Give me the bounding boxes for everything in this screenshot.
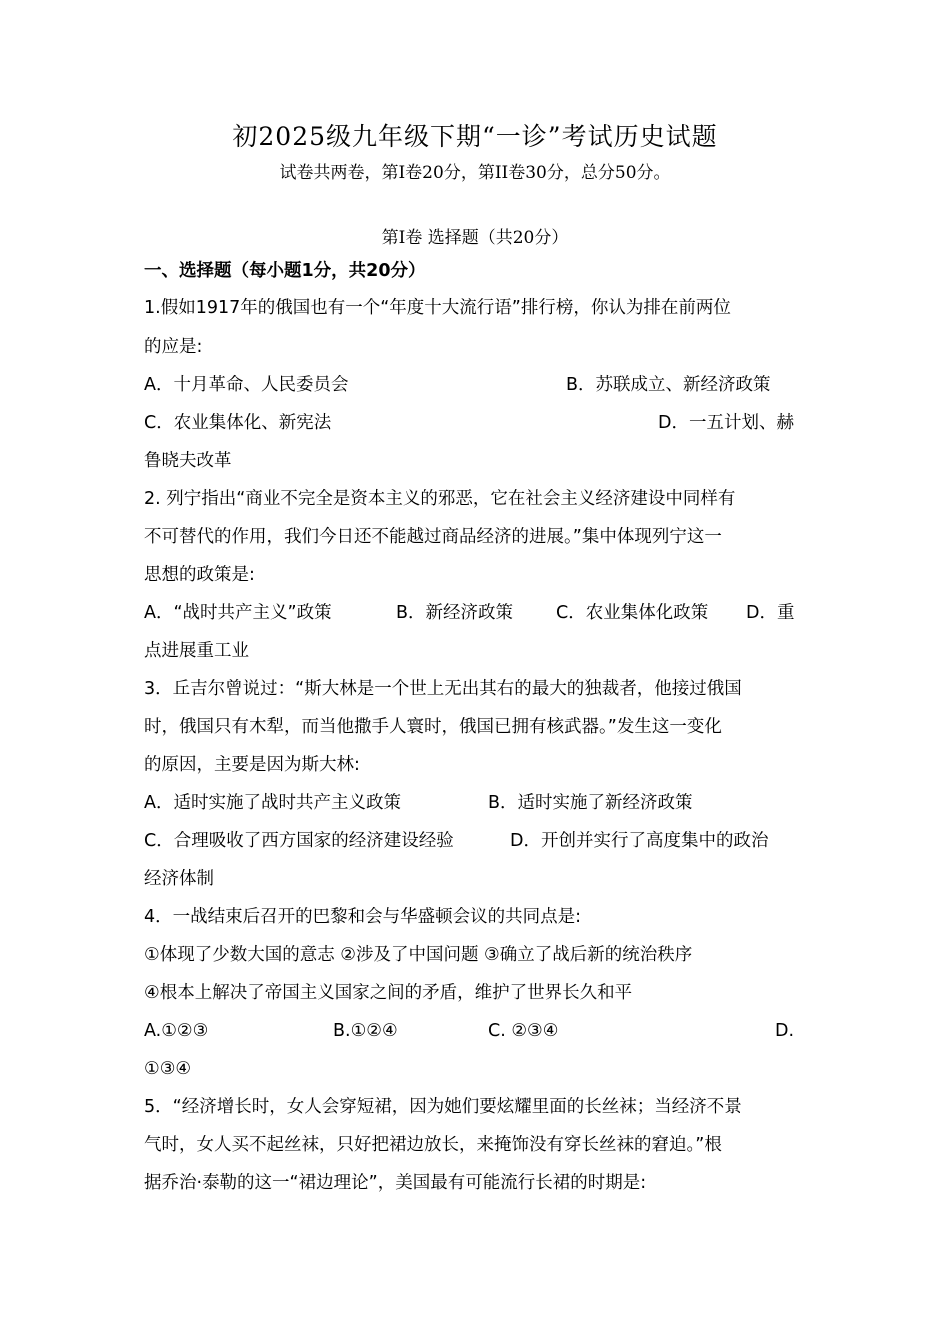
exam-subtitle: 试卷共两卷，第Ⅰ卷20分，第II卷30分，总分50分。	[279, 163, 671, 183]
question-4-option-d: D.	[775, 1021, 795, 1041]
question-1-option-d: D．一五计划、赫	[658, 413, 794, 433]
question-5-stem-line-1: 5．“经济增长时，女人会穿短裙，因为她们要炫耀里面的长丝袜；当经济不景	[144, 1097, 742, 1117]
question-3-stem-line-3: 的原因，主要是因为斯大林:	[144, 755, 360, 775]
part-heading: 第Ⅰ卷 选择题（共20分）	[381, 228, 569, 248]
question-1-option-c: C．农业集体化、新宪法	[144, 413, 332, 433]
question-3-option-d: D．开创并实行了高度集中的政治	[510, 831, 769, 851]
question-1-stem-line-2: 的应是:	[144, 337, 203, 357]
question-4-option-a: A.①②③	[144, 1021, 209, 1041]
question-1-stem-line-1: 1.假如1917年的俄国也有一个“年度十大流行语”排行榜，你认为排在前两位	[144, 298, 731, 318]
question-2-option-d-continued: 点进展重工业	[144, 641, 249, 661]
section-heading: 一、选择题（每小题1分，共20分）	[144, 261, 426, 281]
question-4-stem-line-2: ①体现了少数大国的意志 ②涉及了中国问题 ③确立了战后新的统治秩序	[144, 945, 693, 965]
question-5-stem-line-2: 气时，女人买不起丝袜，只好把裙边放长，来掩饰没有穿长丝袜的窘迫。”根	[144, 1135, 722, 1155]
question-1-option-b: B．苏联成立、新经济政策	[566, 375, 771, 395]
question-2-option-a: A．“战时共产主义”政策	[144, 603, 332, 623]
question-2-stem-line-3: 思想的政策是:	[144, 565, 255, 585]
question-2-option-b: B．新经济政策	[396, 603, 514, 623]
exam-title: 初2025级九年级下期“一诊”考试历史试题	[232, 122, 718, 151]
question-2-stem-line-1: 2. 列宁指出“商业不完全是资本主义的邪恶，它在社会主义经济建设中同样有	[144, 489, 736, 509]
question-4-option-d-continued: ①③④	[144, 1059, 192, 1079]
question-3-option-c: C．合理吸收了西方国家的经济建设经验	[144, 831, 454, 851]
question-2-option-c: C．农业集体化政策	[556, 603, 709, 623]
question-5-stem-line-3: 据乔治·泰勒的这一“裙边理论”，美国最有可能流行长裙的时期是:	[144, 1173, 647, 1193]
question-4-stem-line-3: ④根本上解决了帝国主义国家之间的矛盾，维护了世界长久和平	[144, 983, 633, 1003]
question-3-option-a: A．适时实施了战时共产主义政策	[144, 793, 401, 813]
question-2-option-d: D．重	[746, 603, 795, 623]
question-3-option-b: B．适时实施了新经济政策	[488, 793, 693, 813]
question-2-stem-line-2: 不可替代的作用，我们今日还不能越过商品经济的进展。”集中体现列宁这一	[144, 527, 722, 547]
question-3-stem-line-2: 时，俄国只有木犁，而当他撒手人寰时，俄国已拥有核武器。”发生这一变化	[144, 717, 722, 737]
question-3-stem-line-1: 3．丘吉尔曾说过：“斯大林是一个世上无出其右的最大的独裁者，他接过俄国	[144, 679, 742, 699]
question-4-option-b: B.①②④	[333, 1021, 398, 1041]
question-4-stem-line-1: 4．一战结束后召开的巴黎和会与华盛顿会议的共同点是:	[144, 907, 582, 927]
question-3-option-d-continued: 经济体制	[144, 869, 214, 889]
question-1-option-a: A．十月革命、人民委员会	[144, 375, 349, 395]
question-4-option-c: C. ②③④	[488, 1021, 559, 1041]
question-1-option-d-continued: 鲁晓夫改革	[144, 451, 232, 471]
